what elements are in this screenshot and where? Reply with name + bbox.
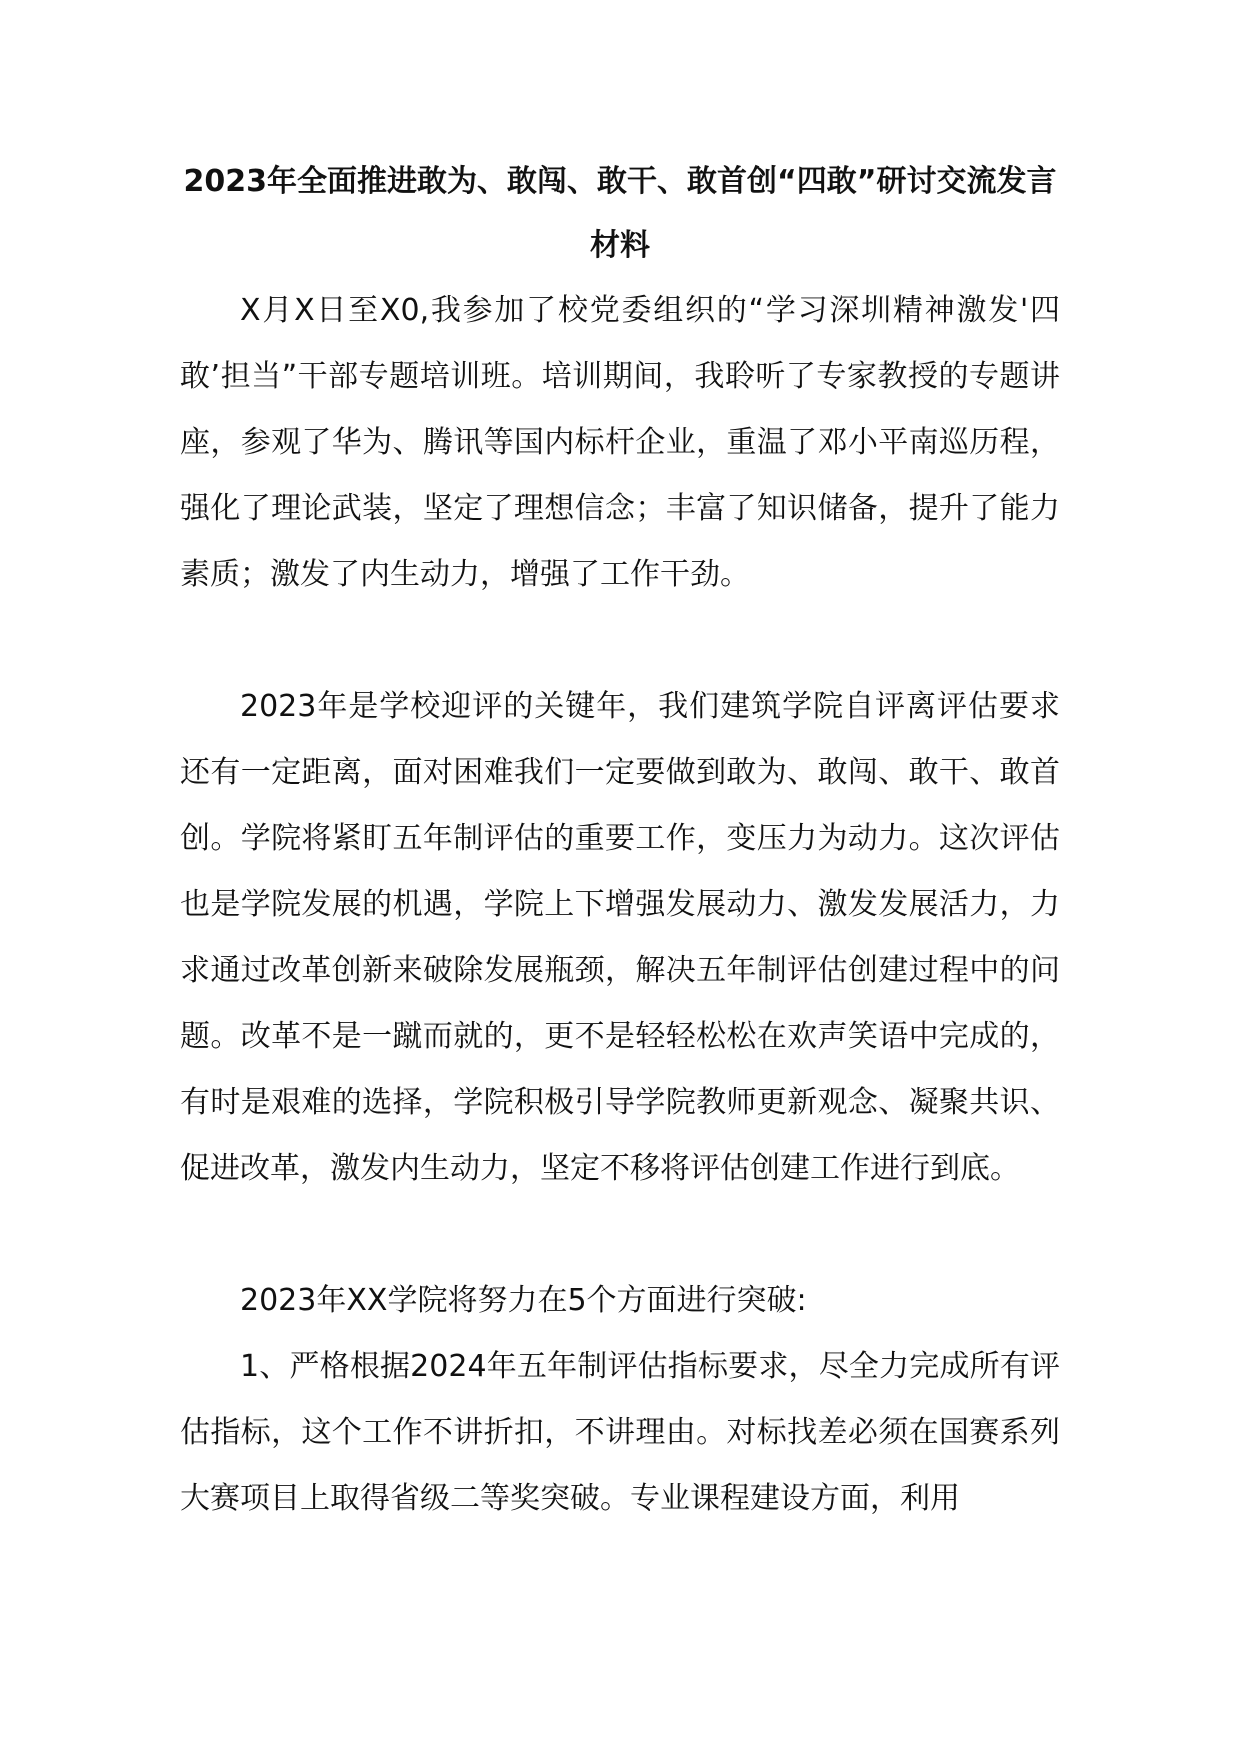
paragraph-evaluation-year: 2023年是学校迎评的关键年，我们建筑学院自评离评估要求还有一定距离，面对困难我们一定要做到敢为、敢闯、敢干、敢首创。学院将紧盯五年制评估的重要工作，变压力为动力。这次评估也是学院发展的机遇，学院上下增强发展动力、激发发展活力，力求通过改革创新来破除发展瓶颈，解决五年制评估创建过程中的问题。改革不是一蹴而就的，更不是轻轻松松在欢声笑语中完成的，有时是艰难的选择，学院积极引导学院教师更新观念、凝聚共识、促进改革，激发内生动力，坚定不移将评估创建工作进行到底。 [180, 689, 1060, 1186]
paragraph-spacer [180, 1202, 1060, 1268]
paragraph-spacer [180, 608, 1060, 674]
document-body [180, 150, 1060, 1532]
paragraph-training: X月X日至X0,我参加了校党委组织的“学习深圳精神激发'四敢’担当”干部专题培训班。培训期间，我聆听了专家教授的专题讲座，参观了华为、腾讯等国内标杆企业，重温了邓小平南巡历程，强化了理论武装，坚定了理想信念；丰富了知识储备，提升了能力素质；激发了内生动力，增强了工作干劲。 [180, 293, 1060, 592]
paragraph-breakthrough-item-1: 1、严格根据2024年五年制评估指标要求，尽全力完成所有评估指标，这个工作不讲折扣，不讲理由。对标找差必须在国赛系列大赛项目上取得省级二等奖突破。专业课程建设方面，利用 [180, 1349, 1060, 1516]
paragraph-breakthrough-intro: 2023年XX学院将努力在5个方面进行突破: [240, 1283, 807, 1318]
document-title: 2023年全面推进敢为、敢闯、敢干、敢首创“四敢”研讨交流发言材料 [183, 164, 1057, 263]
